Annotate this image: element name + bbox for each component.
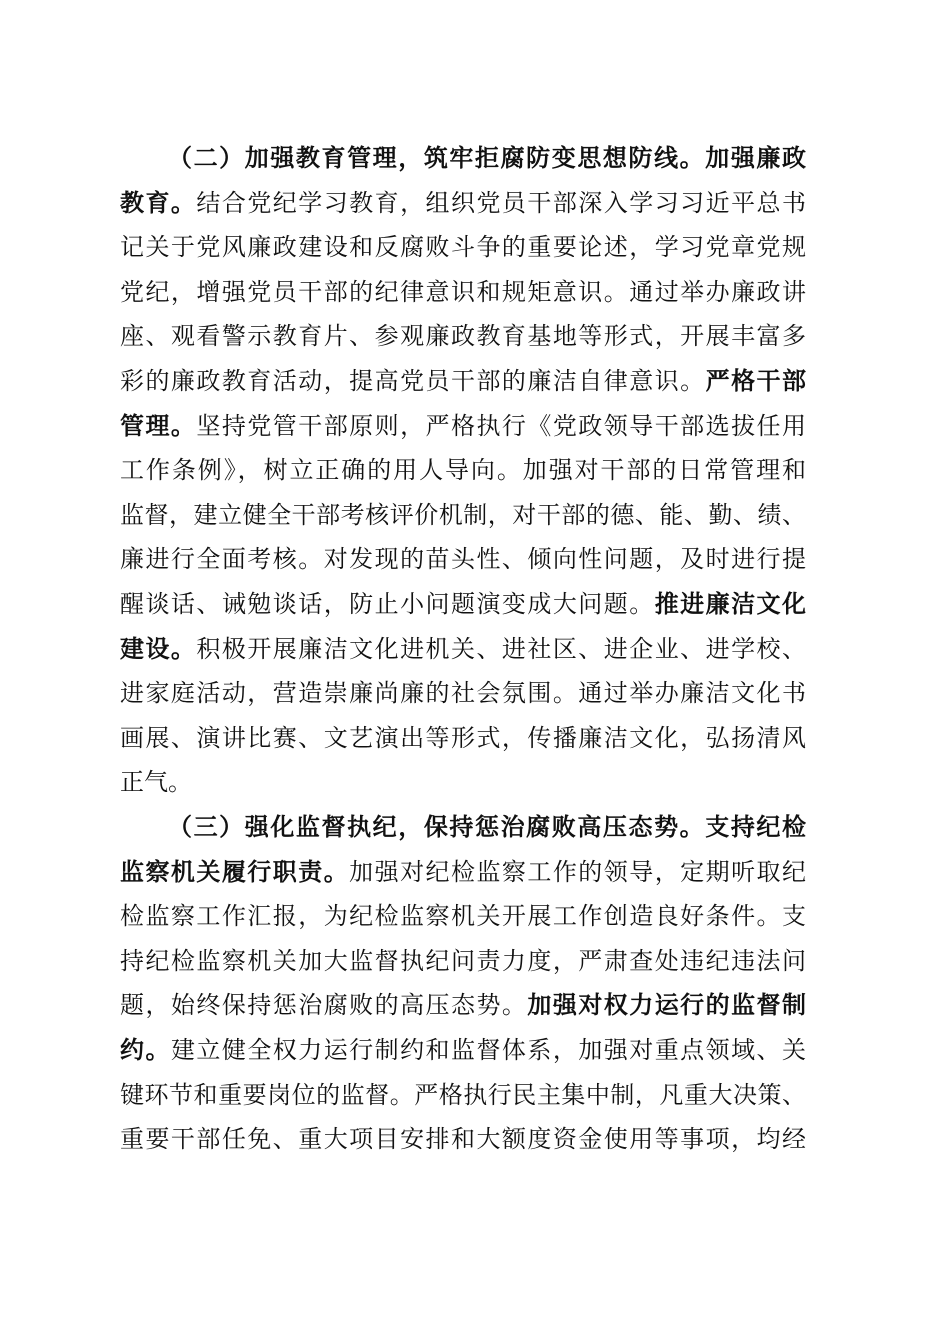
paragraph-line: [120, 850, 806, 895]
paragraph-line: [120, 136, 806, 181]
body-text: 画展、演讲比赛、文艺演出等形式，传播廉洁文化，弘扬清风: [120, 723, 806, 752]
body-text: 彩的廉政教育活动，提高党员干部的廉洁自律意识。: [120, 366, 706, 395]
section-supervision-discipline: [120, 805, 806, 1162]
paragraph-line: [120, 537, 806, 582]
section-heading: （三）强化监督执纪，保持惩治腐败高压态势。支持纪检: [168, 812, 806, 841]
subheading-text: 严格干部: [705, 365, 807, 395]
paragraph-line: [120, 671, 806, 716]
body-text: 廉进行全面考核。对发现的苗头性、倾向性问题，及时进行提: [120, 545, 806, 574]
body-text: 持纪检监察机关加大监督执纪问责力度，严肃查处违纪违法问: [120, 946, 806, 975]
body-text: 正气。: [120, 768, 192, 797]
body-text: 坚持党管干部原则，严格执行《党政领导干部选拔任用: [196, 411, 807, 440]
body-text: 重要干部任免、重大项目安排和大额度资金使用等事项，均经: [120, 1125, 806, 1154]
paragraph-line: [120, 493, 806, 538]
body-text: 检监察工作汇报，为纪检监察机关开展工作创造良好条件。支: [120, 902, 806, 931]
subheading-text: 建设。: [120, 633, 197, 663]
body-text: 党纪，增强党员干部的纪律意识和规矩意识。通过举办廉政讲: [120, 277, 806, 306]
subheading-text: 推进廉洁文化: [654, 588, 807, 618]
body-text: 监督，建立健全干部考核评价机制，对干部的德、能、勤、绩、: [120, 500, 806, 529]
paragraph-line: [120, 760, 806, 805]
body-text: 积极开展廉洁文化进机关、进社区、进企业、进学校、: [196, 634, 807, 663]
paragraph-line: [120, 582, 806, 627]
body-text: 题，始终保持惩治腐败的高压态势。: [120, 991, 528, 1020]
subheading-text: 管理。: [120, 410, 197, 440]
paragraph-line: [120, 627, 806, 672]
subheading-text: 加强对权力运行的监督制: [527, 990, 807, 1020]
subheading-text: 监察机关履行职责。: [120, 856, 350, 886]
paragraph-line: [120, 270, 806, 315]
paragraph-line: [120, 894, 806, 939]
body-text: 键环节和重要岗位的监督。严格执行民主集中制，凡重大决策、: [120, 1080, 806, 1109]
section-education-management: [120, 136, 806, 805]
body-text: 加强对纪检监察工作的领导，定期听取纪: [349, 857, 807, 886]
paragraph-line: [120, 1073, 806, 1118]
paragraph-line: [120, 939, 806, 984]
subheading-text: 约。: [120, 1034, 171, 1064]
body-text: 座、观看警示教育片、参观廉政教育基地等形式，开展丰富多: [120, 322, 806, 351]
paragraph-line: [120, 1028, 806, 1073]
body-text: 工作条例》，树立正确的用人导向。加强对干部的日常管理和: [120, 456, 806, 485]
paragraph-line: [120, 716, 806, 761]
paragraph-line: [120, 314, 806, 359]
section-heading: （二）加强教育管理，筑牢拒腐防变思想防线。加强廉政: [168, 143, 806, 172]
paragraph-line: [120, 805, 806, 850]
paragraph-line: [120, 1117, 806, 1162]
body-text: 醒谈话、诫勉谈话，防止小问题演变成大问题。: [120, 589, 655, 618]
body-text: 记关于党风廉政建设和反腐败斗争的重要论述，学习党章党规: [120, 233, 806, 262]
paragraph-line: [120, 181, 806, 226]
paragraph-line: [120, 404, 806, 449]
paragraph-line: [120, 225, 806, 270]
body-text: 进家庭活动，营造崇廉尚廉的社会氛围。通过举办廉洁文化书: [120, 679, 806, 708]
subheading-text: 教育。: [120, 187, 197, 217]
paragraph-line: [120, 983, 806, 1028]
paragraph-line: [120, 359, 806, 404]
paragraph-line: [120, 448, 806, 493]
body-text: 结合党纪学习教育，组织党员干部深入学习习近平总书: [196, 188, 807, 217]
body-text: 建立健全权力运行制约和监督体系，加强对重点领域、关: [170, 1035, 807, 1064]
